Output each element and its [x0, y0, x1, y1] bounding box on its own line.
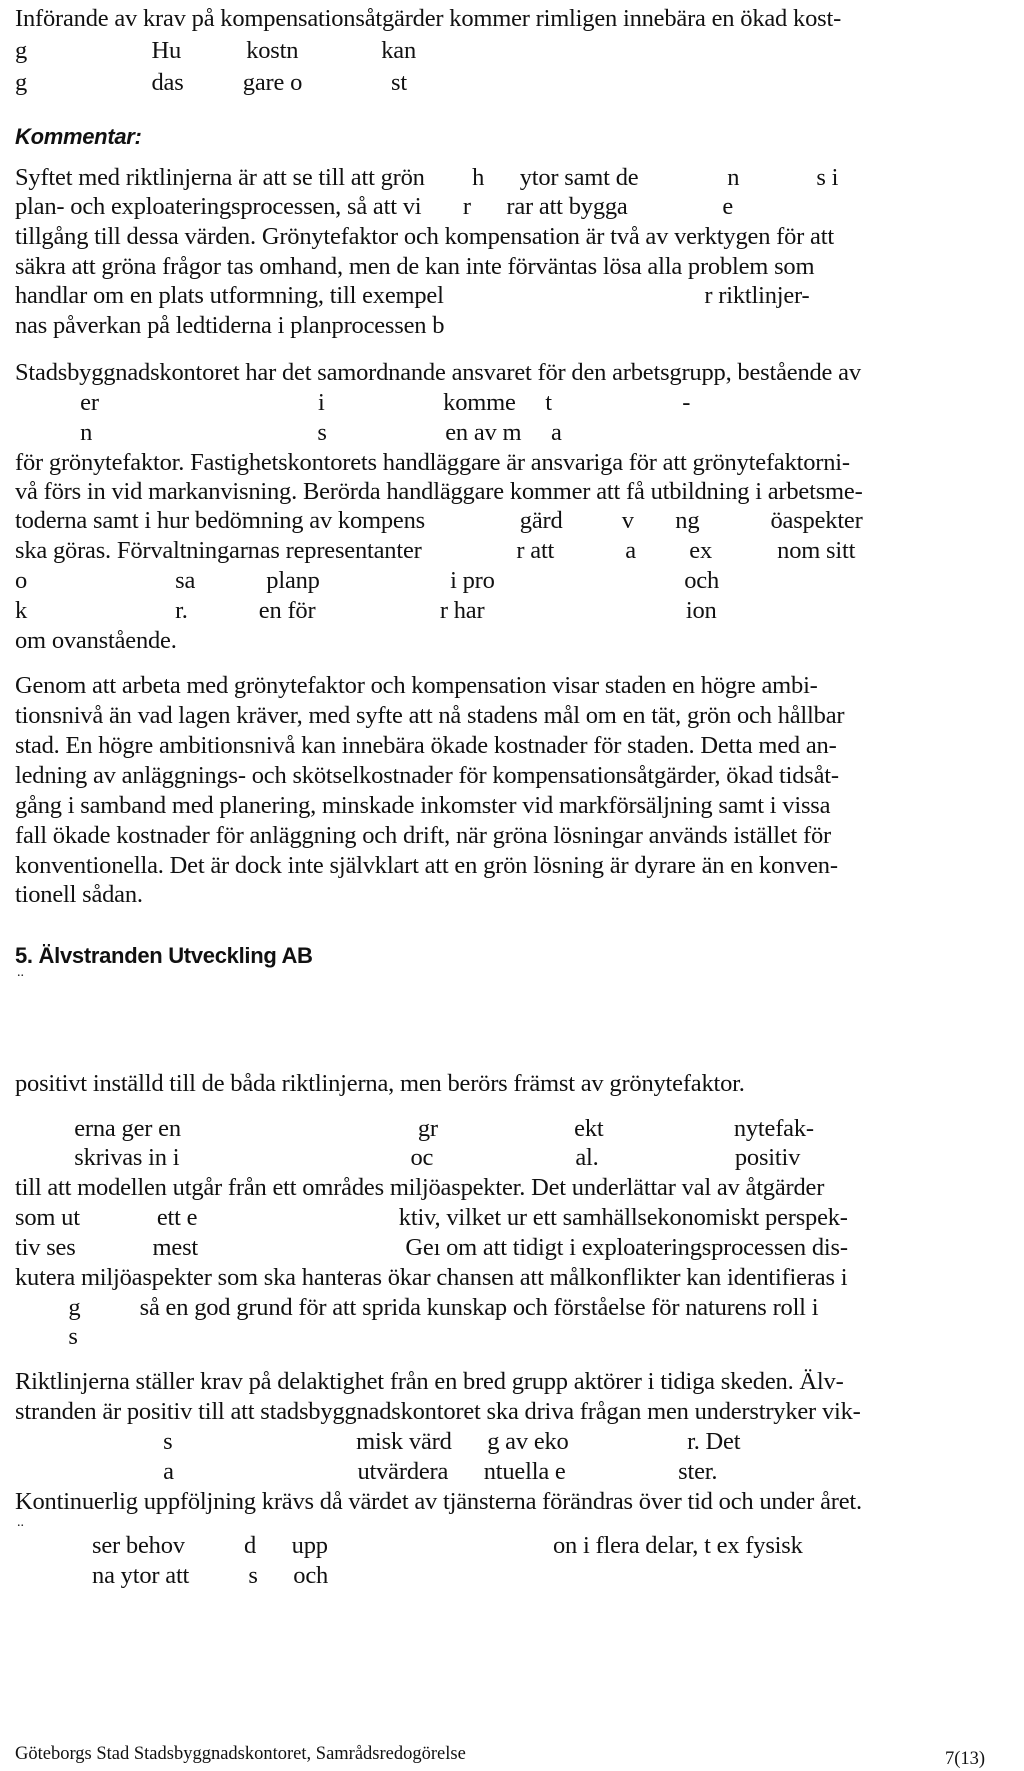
text-line: g das gare o st — [15, 69, 407, 96]
stray-mark: .. — [17, 965, 24, 980]
text-line: Kontinuerlig uppföljning krävs då värdet av tjänsterna förändras över tid och under året. — [15, 1488, 862, 1515]
text-line: Stadsbyggnadskontoret har det samordnande ansvaret för den arbetsgrupp, bestående av — [15, 359, 861, 386]
text-line: positivt inställd till de båda riktlinjerna, men berörs främst av grönytefaktor. — [15, 1070, 745, 1097]
comment-heading: Kommentar: — [15, 124, 142, 149]
text-line: g så en god grund för att sprida kunskap och förståelse för naturens roll i — [15, 1294, 819, 1321]
text-line: för grönytefaktor. Fastighetskontorets handläggare är ansvariga för att grönytefaktorni- — [15, 449, 850, 476]
text-line: handlar om en plats utformning, till exempel r riktlinjer- — [15, 282, 810, 309]
text-line: vå förs in vid markanvisning. Berörda handläggare kommer att få utbildning i arbetsme- — [15, 478, 863, 505]
text-line: konventionella. Det är dock inte självklart att en grön lösning är dyrare än en konven- — [15, 852, 838, 879]
text-line: stad. En högre ambitionsnivå kan innebära ökade kostnader för staden. Detta med an- — [15, 732, 837, 759]
text-line: tionell sådan. — [15, 881, 143, 908]
text-line: a utvärdera ntuella e ster. — [15, 1458, 718, 1485]
text-line: o sa planp i pro och — [15, 567, 720, 594]
text-line: om ovanstående. — [15, 627, 177, 654]
text-line: stranden är positiv till att stadsbyggnadskontoret ska driva frågan men understryker vik- — [15, 1398, 861, 1425]
text-line: k r. en för r har ion — [15, 597, 717, 624]
text-line: s — [15, 1323, 78, 1350]
footer-page-number: 7(13) — [945, 1749, 986, 1769]
text-line: skrivas in i oc al. positiv — [15, 1144, 801, 1171]
text-line: plan- och exploateringsprocessen, så att vi r rar att bygga e — [15, 193, 734, 220]
text-line: gång i samband med planering, minskade inkomster vid markförsäljning samt i vissa — [15, 792, 831, 819]
text-line: tillgång till dessa värden. Grönytefaktor och kompensation är två av verktygen för att — [15, 223, 834, 250]
text-line: fall ökade kostnader för anläggning och drift, när gröna lösningar används istället för — [15, 822, 832, 849]
text-line: kutera miljöaspekter som ska hanteras ökar chansen att målkonflikter kan identifieras i — [15, 1264, 848, 1291]
footer-document-title: Göteborgs Stad Stadsbyggnadskontoret, Samrådsredogörelse — [15, 1744, 466, 1764]
text-line: er i komme t - — [15, 389, 691, 416]
text-line: na ytor att s och — [15, 1562, 329, 1589]
text-line: Syftet med riktlinjerna är att se till att grön h ytor samt de n s i — [15, 164, 839, 191]
text-line: säkra att gröna frågor tas omhand, men de kan inte förväntas lösa alla problem som — [15, 253, 815, 280]
section-heading: 5. Älvstranden Utveckling AB — [15, 943, 313, 968]
text-line: tiv ses mest Geı om att tidigt i exploateringsprocessen dis- — [15, 1234, 848, 1261]
text-line: toderna samt i hur bedömning av kompens gärd v ng öaspekter — [15, 507, 863, 534]
text-line: ledning av anläggnings- och skötselkostnader för kompensationsåtgärder, ökad tidsåt- — [15, 762, 839, 789]
text-line: nas påverkan på ledtiderna i planprocessen b — [15, 312, 445, 339]
text-line: tionsnivå än vad lagen kräver, med syfte att nå stadens mål om en tät, grön och hållbar — [15, 702, 845, 729]
text-line: s misk värd g av eko r. Det — [15, 1428, 741, 1455]
text-line: Införande av krav på kompensationsåtgärder kommer rimligen innebära en ökad kost- — [15, 5, 842, 32]
text-line: ska göras. Förvaltningarnas representanter r att a ex nom sitt — [15, 537, 856, 564]
text-line: g Hu kostn kan — [15, 37, 417, 64]
text-line: till att modellen utgår från ett områdes miljöaspekter. Det underlättar val av åtgärder — [15, 1174, 825, 1201]
text-line: Genom att arbeta med grönytefaktor och kompensation visar staden en högre ambi- — [15, 672, 818, 699]
text-line: erna ger en gr ekt nytefak- — [15, 1115, 814, 1142]
text-line: ser behov d upp on i flera delar, t ex fysisk — [15, 1532, 803, 1559]
text-line: Riktlinjerna ställer krav på delaktighet från en bred grupp aktörer i tidiga skeden. Älv- — [15, 1368, 844, 1395]
text-line: n s en av m a — [15, 419, 562, 446]
text-line: som ut ett e ktiv, vilket ur ett samhällsekonomiskt perspek- — [15, 1204, 848, 1231]
stray-mark: .. — [17, 1515, 24, 1530]
